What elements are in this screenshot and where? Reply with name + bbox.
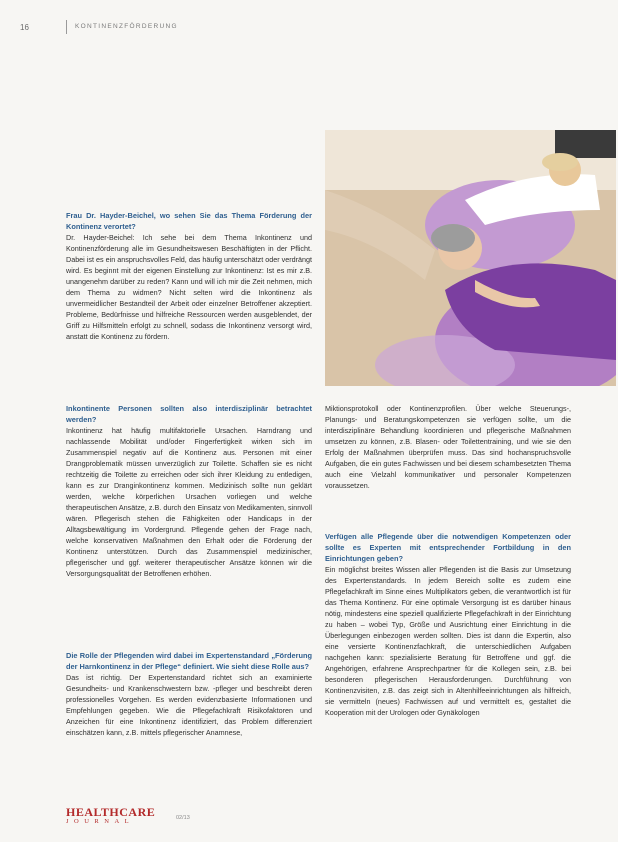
interview-question: Die Rolle der Pflegenden wird dabei im Expertenstandard „Förderung der Harnkontinenz in der Pflege“ definiert. Wie sieht diese Rolle aus? — [66, 651, 312, 671]
interview-answer: Miktionsprotokoll oder Kontinenzprofilen. Über welche Steuerungs-, Planungs- und Beratungskompetenzen sie verfügen sollte, um die interdisziplinäre Behandlung koordinieren und pflegerische Maßnahmen umsetzen zu können, z.B. Blasen- oder Toilettentraining, und wie sie den Erfolg der Maßnahmen überprüfen muss. Das sind hochanspruchsvolle Aufgaben, die ein gutes Fachwissen und bei diesem schambesetzten Thema auch eine Vielzahl kommunikativer und personaler Kompetenzen voraussetzen. — [325, 404, 571, 490]
section-label: KONTINENZFÖRDERUNG — [75, 23, 178, 30]
interview-answer: Inkontinenz hat häufig multifaktorielle Ursachen. Harndrang und nachlassende Mobilität und/oder Fingerfertigkeit wirken sich im Zusammenspiel negativ auf die Kontinenz aus. Personen mit einer Drangproblematik müssen unverzüglich zur Toilette. Schaffen sie es nicht rechtzeitig die Toilette zu erreichen oder sich ihrer Kleidung zu entledigen, kann es zur Dranginkontinenz kommen. Medizinisch sollte nun geklärt werden, welche körperlichen Ursachen vorliegen und welche therapeutischen Ansätze, z.B. durch den Einsatz von Medikamenten, sinnvoll wären. Pflegerisch stehen die Fähigkeiten oder Handicaps in der Alltagsbewältigung im Vordergrund. Pflegende gehen der Frage nach, welche konservativen Maßnahmen den Erhalt oder die Förderung der Kontinenz unterstützen. Durch das Zusammenspiel medizinischer, pflegerischer und ggf. weiterer therapeutischer Ansätze können wir die Versorgungsqualität der Betroffenen erhöhen. — [66, 426, 312, 578]
exercise-ball-photo-icon — [325, 130, 616, 386]
interview-answer: Ein möglichst breites Wissen aller Pflegenden ist die Basis zur Umsetzung des Expertenstandards. In jedem Bereich sollte es zudem eine Pflegefachkraft im Sinne eines Multiplikators geben, die verantwortlich ist für das Thema Kontinenz. Für eine optimale Versorgung ist es darüber hinaus nötig, mindestens eine speziell qualifizierte Pflegefachkraft in der Einrichtung zu haben – wobei Typ, Größe und Ausrichtung einer Einrichtung in die Überlegungen einbezogen werden sollten. Dies ist dann die Expertin, also eine versierte Kontinenzfachkraft, die unterschiedlichen Aufgaben nachgehen kann: spezialisierte Beratung für Betroffene und ggf. die Angehörigen, erfahrene Ansprechpartner für die Kollegen sein, z.B. bei besonderen pflegerischen Herausforderungen. Durchführung von Kontinenzvisiten, z.B. das zeigt sich in Altenhilfeeinrichtungen als hilfreich, sie vermitteln (neues) Fachwissen auf und vermittelt es, gestaltet die Kooperation mit der Urologen oder Gynäkologen — [325, 565, 571, 717]
interview-answer: Dr. Hayder-Beichel: Ich sehe bei dem Thema Inkontinenz und Kontinenzförderung alle im Gesundheitswesen Beschäftigten in der Pflicht. Dabei ist es ein anspruchsvolles Feld, das häufig unterschätzt oder verdrängt wird. Es beginnt mit der eigenen Einstellung zur Inkontinenz: Ist es mir z.B. unangenehm darüber zu reden? Kann und will ich mir die Zeit nehmen, mich dem Thema zu widmen? Nicht selten wird die Inkontinenz als unvermeidlicher Bestandteil der Arbeit oder einzelner Betroffener akzeptiert. Probleme, Bedürfnisse und hilfreiche Ressourcen werden ausgeblendet, der Griff zu Hilfsmitteln erfolgt zu schnell, sodass die Inkontinenz versorgt wird, anstatt die Kontinenz zu fördern. — [66, 233, 312, 341]
interview-block-4 — [325, 531, 571, 718]
interview-question: Inkontinente Personen sollten also interdisziplinär betrachtet werden? — [66, 404, 312, 424]
logo-top-text: HEALTHCARE — [66, 805, 156, 819]
page-number: 16 — [20, 23, 29, 32]
interview-block-1 — [66, 210, 312, 342]
article-photo — [325, 130, 616, 386]
journal-logo — [66, 806, 155, 826]
interview-question: Frau Dr. Hayder-Beichel, wo sehen Sie das Thema Förderung der Kontinenz verortet? — [66, 211, 312, 231]
interview-question: Verfügen alle Pflegende über die notwendigen Kompetenzen oder sollte es Experten mit entsprechender Fortbildung in den Einrichtungen geben? — [325, 532, 571, 563]
interview-block-3 — [66, 650, 312, 738]
interview-block-2 — [66, 403, 312, 579]
interview-answer: Das ist richtig. Der Expertenstandard richtet sich an examinierte Gesundheits- und Krankenschwestern bzw. -pfleger und beschreibt deren professionelles Vorgehen. Es werden evidenzbasierte Informationen und Empfehlungen gegeben. Wie die Pflegefachkraft Risikofaktoren und Anzeichen für eine Inkontinenz identifiziert, das Problem differenziert einschätzen kann, z.B. mittels pflegerischer Anamnese, — [66, 673, 312, 737]
logo-bottom-text: JOURNAL — [66, 818, 135, 825]
issue-number: 02/13 — [176, 815, 190, 821]
header-divider — [66, 20, 67, 34]
interview-block-3-continued — [325, 403, 571, 491]
